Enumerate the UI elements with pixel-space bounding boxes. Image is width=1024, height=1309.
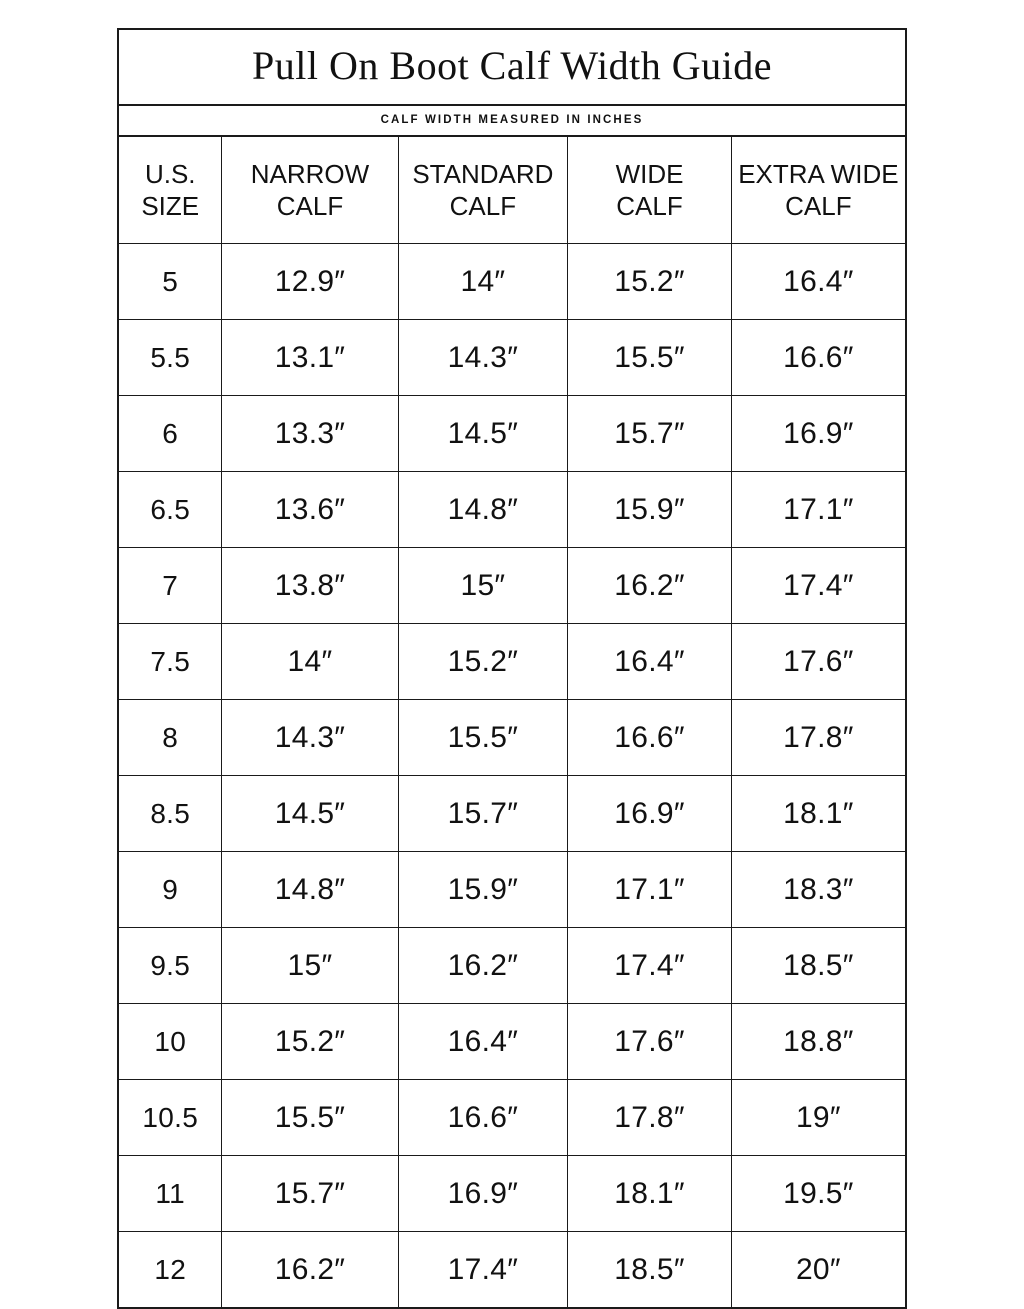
- calf-width-guide-table: [117, 28, 907, 1309]
- table-row: [119, 396, 905, 472]
- cell-size: 9.5: [119, 928, 222, 1004]
- cell-standard: 16.9″: [398, 1156, 568, 1232]
- cell-extra: 16.4″: [731, 244, 905, 320]
- cell-size: 12: [119, 1232, 222, 1308]
- table-row: [119, 1156, 905, 1232]
- cell-extra: 18.8″: [731, 1004, 905, 1080]
- table-row: [119, 928, 905, 1004]
- subtitle-row: [119, 106, 905, 137]
- cell-wide: 15.2″: [568, 244, 731, 320]
- table-row: [119, 700, 905, 776]
- cell-wide: 15.9″: [568, 472, 731, 548]
- cell-wide: 18.5″: [568, 1232, 731, 1308]
- cell-extra: 20″: [731, 1232, 905, 1308]
- cell-extra: 16.9″: [731, 396, 905, 472]
- table-row: [119, 776, 905, 852]
- cell-standard: 15.2″: [398, 624, 568, 700]
- cell-size: 5: [119, 244, 222, 320]
- cell-narrow: 13.1″: [222, 320, 398, 396]
- column-header-wide-calf: [568, 137, 731, 244]
- cell-size: 7: [119, 548, 222, 624]
- cell-narrow: 13.6″: [222, 472, 398, 548]
- cell-size: 6: [119, 396, 222, 472]
- cell-wide: 16.4″: [568, 624, 731, 700]
- cell-extra: 17.4″: [731, 548, 905, 624]
- cell-size: 10.5: [119, 1080, 222, 1156]
- cell-extra: 19.5″: [731, 1156, 905, 1232]
- cell-narrow: 14.5″: [222, 776, 398, 852]
- cell-wide: 17.1″: [568, 852, 731, 928]
- cell-wide: 17.6″: [568, 1004, 731, 1080]
- cell-size: 5.5: [119, 320, 222, 396]
- cell-standard: 15.5″: [398, 700, 568, 776]
- cell-size: 8: [119, 700, 222, 776]
- cell-extra: 16.6″: [731, 320, 905, 396]
- cell-extra: 18.3″: [731, 852, 905, 928]
- table-row: [119, 244, 905, 320]
- cell-narrow: 12.9″: [222, 244, 398, 320]
- cell-wide: 17.8″: [568, 1080, 731, 1156]
- cell-extra: 17.8″: [731, 700, 905, 776]
- cell-size: 7.5: [119, 624, 222, 700]
- cell-extra: 17.6″: [731, 624, 905, 700]
- cell-size: 8.5: [119, 776, 222, 852]
- cell-size: 9: [119, 852, 222, 928]
- cell-wide: 15.7″: [568, 396, 731, 472]
- cell-narrow: 16.2″: [222, 1232, 398, 1308]
- column-header-standard-calf: [398, 137, 568, 244]
- table-row: [119, 548, 905, 624]
- cell-standard: 14.8″: [398, 472, 568, 548]
- cell-standard: 16.6″: [398, 1080, 568, 1156]
- cell-extra: 19″: [731, 1080, 905, 1156]
- cell-standard: 14.5″: [398, 396, 568, 472]
- title-row: [119, 30, 905, 106]
- column-header-wide-calf-line1: WIDE: [615, 158, 684, 189]
- column-header-extra-wide-calf-line1: EXTRA WIDE: [738, 158, 899, 189]
- column-header-extra-wide-calf-line2: CALF: [785, 191, 852, 221]
- cell-wide: 16.6″: [568, 700, 731, 776]
- column-header-narrow-calf: [222, 137, 398, 244]
- cell-standard: 14″: [398, 244, 568, 320]
- cell-standard: 17.4″: [398, 1232, 568, 1308]
- column-header-us-size-line1: U.S.: [144, 158, 196, 189]
- cell-extra: 17.1″: [731, 472, 905, 548]
- cell-narrow: 14″: [222, 624, 398, 700]
- column-header-standard-calf-line2: CALF: [449, 191, 517, 221]
- cell-narrow: 15.2″: [222, 1004, 398, 1080]
- column-header-narrow-calf-line1: NARROW: [250, 158, 370, 189]
- page-title: Pull On Boot Calf Width Guide: [252, 43, 772, 88]
- column-header-extra-wide-calf: [731, 137, 905, 244]
- cell-wide: 16.9″: [568, 776, 731, 852]
- cell-narrow: 14.3″: [222, 700, 398, 776]
- column-header-wide-calf-line2: CALF: [616, 191, 683, 221]
- cell-narrow: 15.7″: [222, 1156, 398, 1232]
- cell-standard: 15.9″: [398, 852, 568, 928]
- column-header-us-size-line2: SIZE: [141, 191, 200, 221]
- cell-narrow: 13.3″: [222, 396, 398, 472]
- cell-standard: 15.7″: [398, 776, 568, 852]
- cell-extra: 18.5″: [731, 928, 905, 1004]
- cell-narrow: 13.8″: [222, 548, 398, 624]
- cell-wide: 15.5″: [568, 320, 731, 396]
- size-chart: [119, 137, 905, 1307]
- column-header-narrow-calf-line2: CALF: [276, 191, 344, 221]
- column-header-us-size: [119, 137, 222, 244]
- cell-narrow: 15.5″: [222, 1080, 398, 1156]
- cell-size: 6.5: [119, 472, 222, 548]
- column-header-standard-calf-line1: STANDARD: [412, 158, 554, 189]
- cell-wide: 16.2″: [568, 548, 731, 624]
- cell-extra: 18.1″: [731, 776, 905, 852]
- table-row: [119, 624, 905, 700]
- table-header-row: [119, 137, 905, 244]
- table-row: [119, 1232, 905, 1308]
- cell-narrow: 15″: [222, 928, 398, 1004]
- cell-size: 10: [119, 1004, 222, 1080]
- cell-wide: 17.4″: [568, 928, 731, 1004]
- cell-standard: 16.2″: [398, 928, 568, 1004]
- table-row: [119, 852, 905, 928]
- cell-narrow: 14.8″: [222, 852, 398, 928]
- subtitle: CALF WIDTH MEASURED IN INCHES: [380, 114, 644, 126]
- table-row: [119, 472, 905, 548]
- cell-size: 11: [119, 1156, 222, 1232]
- cell-standard: 15″: [398, 548, 568, 624]
- table-row: [119, 1080, 905, 1156]
- table-row: [119, 1004, 905, 1080]
- cell-wide: 18.1″: [568, 1156, 731, 1232]
- cell-standard: 14.3″: [398, 320, 568, 396]
- table-row: [119, 320, 905, 396]
- cell-standard: 16.4″: [398, 1004, 568, 1080]
